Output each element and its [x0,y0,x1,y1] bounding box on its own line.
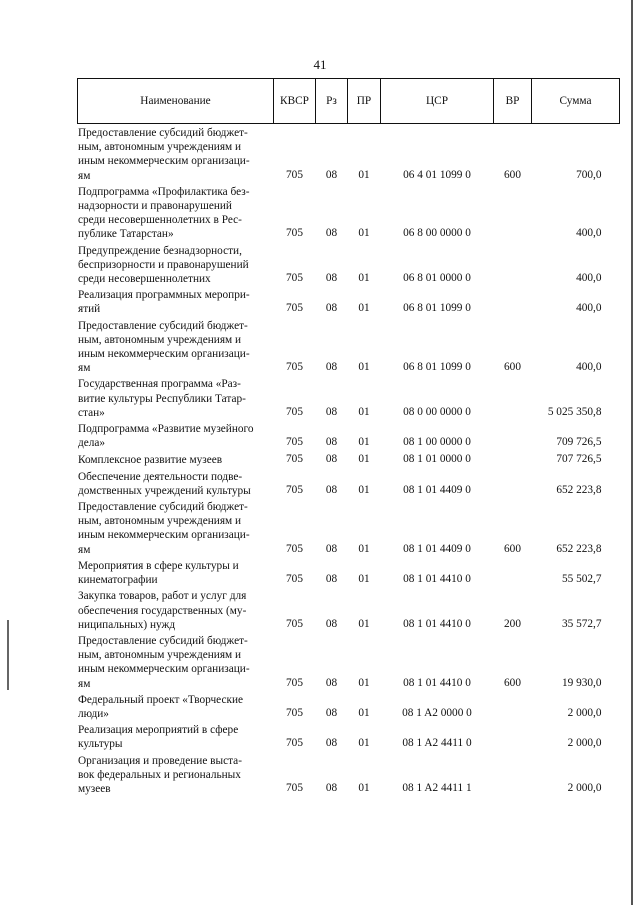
cell-csr: 08 0 00 0000 0 [403,405,471,418]
row-name [78,632,274,691]
cell-pr: 01 [358,617,370,630]
cell-csr: 08 1 A2 4411 0 [402,737,472,750]
cell-rz: 08 [325,573,338,586]
cell-csr: 08 1 A2 0000 0 [402,706,472,719]
cell-pr: 01 [358,302,370,315]
row-name-line: Обеспечение деятельности подве- [78,470,243,483]
header-sum: Сумма [532,79,620,124]
cell-vr [494,721,532,751]
cell-rz: 08 [325,227,338,240]
cell-csr: 08 1 01 4410 0 [403,676,471,689]
row-name-line: Предоставление субсидий бюджет- [78,127,248,139]
row-name-line: Организация и проведение выста- [78,754,242,767]
cell-kvsr: 705 [286,436,303,449]
table-row [78,375,620,420]
row-name-line: Предоставление субсидий бюджет- [78,501,248,514]
cell-rz: 08 [325,361,338,374]
row-name-line: витие культуры Республики Татар- [78,392,246,405]
row-name-line: ным, автономным учреждениям и [78,515,242,528]
cell-vr [494,286,532,316]
row-name-line: Реализация мероприятий в сфере [78,724,239,737]
row-name-line: иным некоммерческим организаци- [78,348,250,361]
header-rz: Рз [316,79,348,124]
cell-csr: 06 8 01 1099 0 [403,361,471,374]
header-csr: ЦСР [381,79,494,124]
row-name [78,691,274,721]
cell-vr [494,183,532,242]
cell-kvsr: 705 [286,676,303,689]
row-name-line: обеспечения государственных (му- [78,604,247,617]
row-name [78,375,274,420]
cell-sum: 400,0 [576,227,602,240]
row-name-line: Государственная программа «Раз- [78,378,241,391]
scan-margin-mark [7,620,9,690]
table-row [78,691,620,721]
cell-vr: 600 [504,542,521,555]
cell-sum: 2 000,0 [567,781,602,794]
row-name-line: ным, автономным учреждениям и [78,141,242,154]
table-row [78,468,620,498]
cell-sum: 400,0 [576,361,602,374]
header-vr: ВР [494,79,532,124]
cell-pr: 01 [358,453,370,466]
budget-table [77,78,620,796]
row-name-line: люди» [78,707,109,720]
cell-pr: 01 [358,737,370,750]
cell-kvsr: 705 [286,737,303,750]
cell-pr: 01 [358,436,370,449]
row-name-line: Предоставление субсидий бюджет- [78,319,248,332]
row-name-line: Федеральный проект «Творческие [78,693,244,706]
cell-kvsr: 705 [286,453,303,466]
cell-kvsr: 705 [286,781,303,794]
cell-vr [494,557,532,587]
cell-kvsr: 705 [286,617,303,630]
cell-sum: 400,0 [576,272,602,285]
row-name [78,183,274,242]
cell-sum: 400,0 [576,302,602,315]
cell-kvsr: 705 [286,483,303,496]
cell-csr: 08 1 A2 4411 1 [402,781,472,794]
cell-csr: 06 4 01 1099 0 [403,168,471,181]
cell-rz: 08 [325,453,338,466]
cell-sum: 700,0 [576,168,602,181]
cell-csr: 08 1 00 0000 0 [403,436,471,449]
table-header-row [78,79,620,124]
row-name-line: Подпрограмма «Профилактика без- [78,185,250,198]
cell-csr: 08 1 01 4410 0 [403,573,471,586]
cell-sum: 707 726,5 [556,453,602,466]
table-row [78,450,620,467]
cell-vr [494,242,532,287]
cell-pr: 01 [358,272,370,285]
cell-sum: 2 000,0 [567,737,602,750]
row-name-line: Мероприятия в сфере культуры и [78,559,239,572]
row-name-line: дела» [78,437,106,450]
cell-vr [494,691,532,721]
cell-rz: 08 [325,676,338,689]
cell-rz: 08 [325,168,338,181]
cell-vr [494,375,532,420]
row-name-line: ям [78,362,91,375]
row-name-line: культуры [78,738,123,751]
row-name-line: беспризорности и правонарушений [78,258,249,271]
header-kvsr: КВСР [274,79,316,124]
row-name [78,420,274,450]
table-row [78,557,620,587]
row-name [78,498,274,557]
cell-csr: 06 8 01 1099 0 [403,302,471,315]
cell-vr [494,450,532,467]
cell-vr: 600 [504,168,521,181]
row-name-line: Реализация программных меропри- [78,289,250,302]
row-name-line: кинематографии [78,574,158,587]
row-name [78,317,274,376]
table-row [78,183,620,242]
cell-csr: 08 1 01 4409 0 [403,483,471,496]
row-name [78,587,274,632]
cell-kvsr: 705 [286,706,303,719]
row-name-line: иным некоммерческим организаци- [78,663,250,676]
table-row [78,124,620,183]
cell-kvsr: 705 [286,227,303,240]
row-name-line: домственных учреждений культуры [78,484,251,497]
cell-rz: 08 [325,302,338,315]
cell-kvsr: 705 [286,405,303,418]
row-name-line: стан» [78,406,105,419]
cell-sum: 35 572,7 [561,617,602,630]
row-name-line: Закупка товаров, работ и услуг для [78,590,247,603]
cell-sum: 709 726,5 [556,436,602,449]
row-name-line: Предупреждение безнадзорности, [78,244,242,257]
cell-rz: 08 [325,706,338,719]
cell-sum: 652 223,8 [556,542,602,555]
row-name-line: музеев [78,782,111,795]
row-name-line: Комплексное развитие музеев [78,454,223,467]
row-name-line: ям [78,543,91,556]
row-name-line: ятий [78,303,101,316]
cell-pr: 01 [358,405,370,418]
table-row [78,420,620,450]
row-name-line: ным, автономным учреждениям и [78,649,242,662]
cell-csr: 06 8 00 0000 0 [403,227,471,240]
cell-sum: 2 000,0 [567,706,602,719]
cell-kvsr: 705 [286,361,303,374]
cell-pr: 01 [358,227,370,240]
row-name [78,721,274,751]
row-name-line: вок федеральных и региональных [78,768,241,781]
row-name-line: ям [78,677,91,690]
page-number: 41 [313,57,327,72]
cell-pr: 01 [358,706,370,719]
cell-rz: 08 [325,542,338,555]
cell-vr: 600 [504,676,521,689]
row-name [78,242,274,287]
row-name-line: надзорности и правонарушений [78,200,232,213]
cell-rz: 08 [325,737,338,750]
cell-rz: 08 [325,272,338,285]
table-row [78,752,620,797]
cell-kvsr: 705 [286,573,303,586]
cell-kvsr: 705 [286,272,303,285]
row-name-line: ным, автономным учреждениям и [78,333,242,346]
table-row [78,587,620,632]
row-name-line: ям [78,169,91,182]
cell-sum: 5 025 350,8 [547,405,602,418]
row-name [78,450,274,467]
cell-sum: 652 223,8 [556,483,602,496]
cell-vr [494,420,532,450]
cell-csr: 08 1 01 4409 0 [403,542,471,555]
cell-sum: 55 502,7 [561,573,602,586]
row-name-line: публике Татарстан» [78,228,174,241]
row-name-line: ниципальных) нужд [78,618,176,631]
table-row [78,317,620,376]
row-name [78,752,274,797]
table-row [78,242,620,287]
row-name-line: среди несовершеннолетних [78,273,211,286]
row-name-line: иным некоммерческим организаци- [78,529,250,542]
cell-kvsr: 705 [286,542,303,555]
cell-kvsr: 705 [286,168,303,181]
row-name [78,124,274,183]
table-row [78,286,620,316]
header-pr: ПР [348,79,381,124]
cell-rz: 08 [325,436,338,449]
cell-pr: 01 [358,781,370,794]
header-name: Наименование [78,79,274,124]
cell-pr: 01 [358,676,370,689]
row-name [78,468,274,498]
cell-pr: 01 [358,361,370,374]
row-name [78,557,274,587]
row-name-line: Предоставление субсидий бюджет- [78,634,248,647]
cell-vr [494,468,532,498]
scan-edge-line [631,0,633,905]
table-row [78,498,620,557]
cell-pr: 01 [358,573,370,586]
row-name-line: Подпрограмма «Развитие музейного [78,423,254,436]
cell-csr: 08 1 01 4410 0 [403,617,471,630]
cell-sum: 19 930,0 [561,676,602,689]
cell-rz: 08 [325,483,338,496]
cell-pr: 01 [358,168,370,181]
row-name-line: среди несовершеннолетних в Рес- [78,214,242,227]
cell-csr: 06 8 01 0000 0 [403,272,471,285]
cell-pr: 01 [358,483,370,496]
cell-rz: 08 [325,781,338,794]
table-row [78,632,620,691]
cell-vr: 600 [504,361,521,374]
cell-kvsr: 705 [286,302,303,315]
cell-pr: 01 [358,542,370,555]
row-name-line: иным некоммерческим организаци- [78,155,250,168]
table-body [78,124,620,797]
cell-rz: 08 [325,405,338,418]
cell-csr: 08 1 01 0000 0 [403,453,471,466]
cell-rz: 08 [325,617,338,630]
row-name [78,286,274,316]
cell-vr: 200 [504,617,521,630]
table-row [78,721,620,751]
cell-vr [494,752,532,797]
